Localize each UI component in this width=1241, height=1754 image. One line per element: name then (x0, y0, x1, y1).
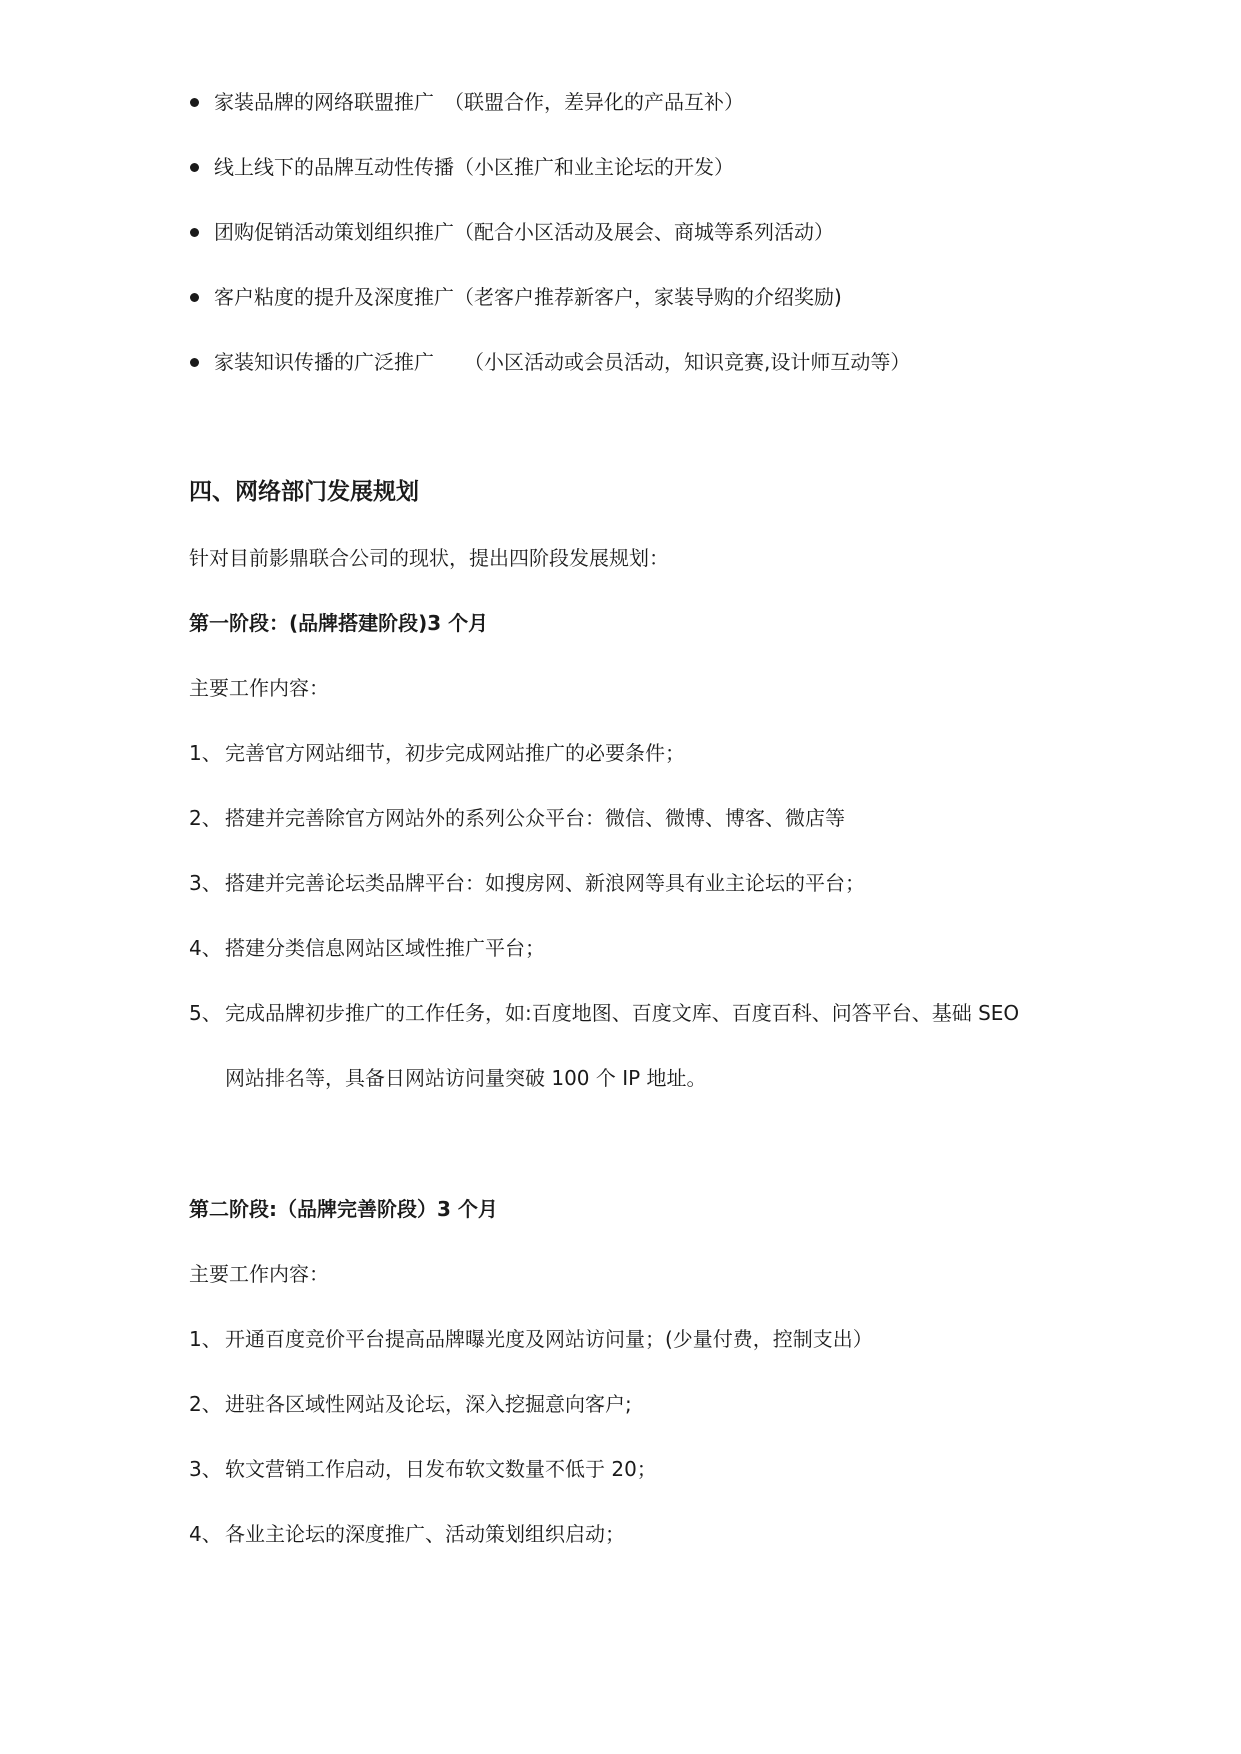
phase1-item-number: 2、 (189, 806, 222, 830)
phase2-item-text: 软文营销工作启动，日发布软文数量不低于 20； (225, 1457, 657, 1481)
bullet-item: 团购促销活动策划组织推广（配合小区活动及展会、商城等系列活动） (214, 220, 834, 244)
phase2-item-text: 进驻各区域性网站及论坛，深入挖掘意向客户; (225, 1392, 632, 1416)
phase1-item-number: 1、 (189, 741, 222, 765)
phase2-item-number: 2、 (189, 1392, 222, 1416)
phase1-item-text: 搭建分类信息网站区域性推广平台； (225, 936, 545, 960)
phase1-item-number: 5、 (189, 1001, 222, 1025)
phase2-item-text: 开通百度竞价平台提高品牌曝光度及网站访问量；(少量付费，控制支出） (225, 1327, 873, 1351)
phase2-title: 第二阶段:（品牌完善阶段）3 个月 (189, 1197, 498, 1221)
phase1-item-text: 完善官方网站细节，初步完成网站推广的必要条件； (225, 741, 685, 765)
phase1-title: 第一阶段：(品牌搭建阶段)3 个月 (189, 611, 489, 635)
bullet-item: 线上线下的品牌互动性传播（小区推广和业主论坛的开发） (214, 155, 734, 179)
phase1-item-number: 4、 (189, 936, 222, 960)
phase2-subtitle: 主要工作内容： (189, 1262, 329, 1286)
bullet-dot-icon (190, 163, 199, 172)
phase1-item-text: 完成品牌初步推广的工作任务，如:百度地图、百度文库、百度百科、问答平台、基础 SEO (225, 1001, 1020, 1025)
phase2-item-number: 3、 (189, 1457, 222, 1481)
phase2-item-number: 1、 (189, 1327, 222, 1351)
bullet-dot-icon (190, 228, 199, 237)
phase1-subtitle: 主要工作内容： (189, 676, 329, 700)
phase2-item-text: 各业主论坛的深度推广、活动策划组织启动； (225, 1522, 625, 1546)
section-intro: 针对目前影鼎联合公司的现状，提出四阶段发展规划： (189, 546, 669, 570)
phase1-item-text: 搭建并完善论坛类品牌平台：如搜房网、新浪网等具有业主论坛的平台； (225, 871, 865, 895)
phase1-item-continuation: 网站排名等，具备日网站访问量突破 100 个 IP 地址。 (225, 1066, 707, 1090)
bullet-item: 家装知识传播的广泛推广 （小区活动或会员活动，知识竞赛,设计师互动等） (214, 350, 911, 374)
bullet-dot-icon (190, 358, 199, 367)
phase1-item-text: 搭建并完善除官方网站外的系列公众平台：微信、微博、博客、微店等 (225, 806, 845, 830)
bullet-dot-icon (190, 293, 199, 302)
bullet-item: 家装品牌的网络联盟推广 （联盟合作，差异化的产品互补） (214, 90, 744, 114)
phase2-item-number: 4、 (189, 1522, 222, 1546)
phase1-item-number: 3、 (189, 871, 222, 895)
bullet-item: 客户粘度的提升及深度推广（老客户推荐新客户，家装导购的介绍奖励) (214, 285, 842, 309)
section-heading: 四、网络部门发展规划 (189, 479, 419, 505)
bullet-dot-icon (190, 98, 199, 107)
